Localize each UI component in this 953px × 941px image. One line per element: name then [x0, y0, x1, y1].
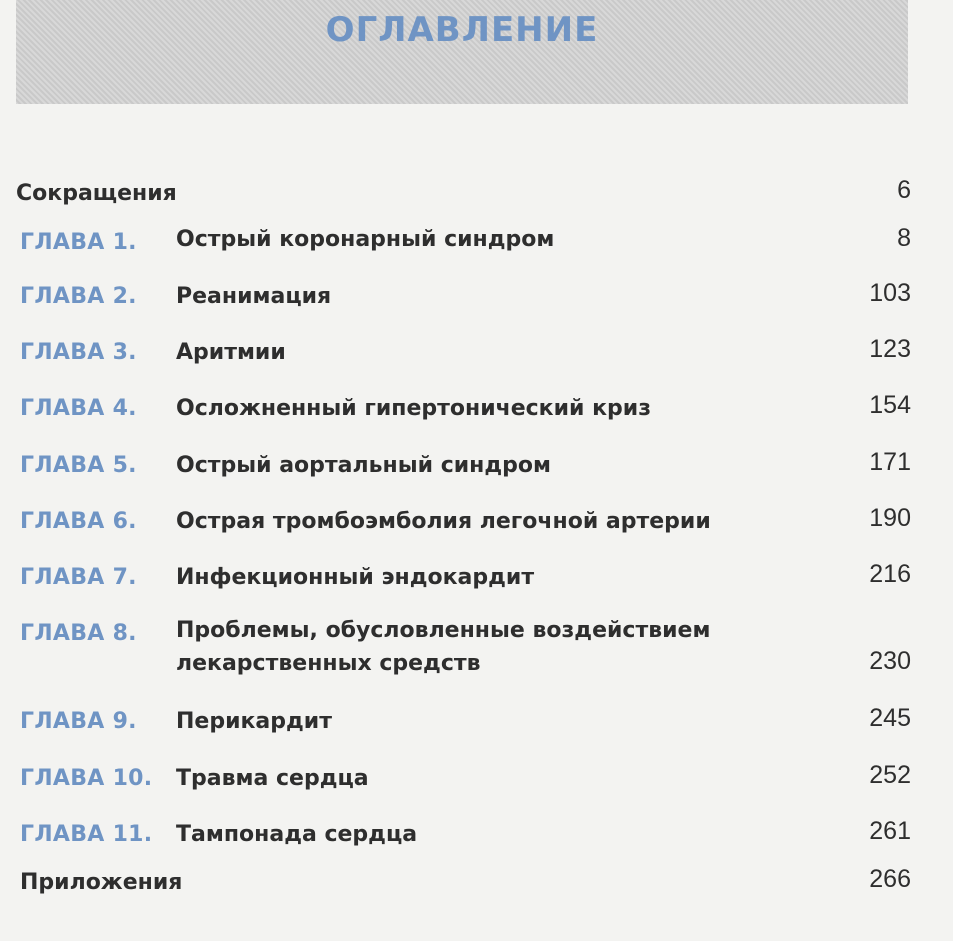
- toc-entry-title: Реанимация: [176, 284, 332, 309]
- toc-entry-page: 8: [897, 224, 911, 252]
- toc-entry-title: Аритмии: [176, 340, 286, 365]
- toc-entry-page: 6: [897, 176, 911, 204]
- chapter-label: ГЛАВА 4.: [20, 396, 137, 421]
- chapter-label: ГЛАВА 8.: [20, 621, 137, 646]
- toc-entry-title: Приложения: [20, 870, 183, 895]
- toc-entry-page: 266: [869, 865, 911, 893]
- toc-entry-page: 230: [869, 647, 911, 675]
- toc-entry-title-line-2: лекарственных средств: [176, 651, 481, 676]
- toc-entry-page: 245: [869, 704, 911, 732]
- chapter-label: ГЛАВА 10.: [20, 766, 153, 791]
- toc-entry-page: 103: [869, 279, 911, 307]
- toc-entry-page: 252: [869, 761, 911, 789]
- toc-entry-title: Острый коронарный синдром: [176, 227, 555, 252]
- toc-entry-title: Тампонада сердца: [176, 822, 418, 847]
- chapter-label: ГЛАВА 3.: [20, 340, 137, 365]
- chapter-label: ГЛАВА 7.: [20, 565, 137, 590]
- toc-entry-page: 216: [869, 560, 911, 588]
- chapter-label: ГЛАВА 1.: [20, 230, 137, 255]
- chapter-label: ГЛАВА 2.: [20, 284, 137, 309]
- chapter-label: ГЛАВА 9.: [20, 709, 137, 734]
- toc-entry-title: Острая тромбоэмболия легочной артерии: [176, 509, 711, 534]
- toc-entry-title: Инфекционный эндокардит: [176, 565, 535, 590]
- toc-entry-page: 261: [869, 817, 911, 845]
- toc-entry-page: 123: [869, 335, 911, 363]
- toc-entry-page: 171: [869, 448, 911, 476]
- chapter-label: ГЛАВА 11.: [20, 822, 153, 847]
- toc-entry-title: Сокращения: [16, 181, 177, 206]
- toc-entry-title-line-1: Проблемы, обусловленные воздействием: [176, 618, 711, 643]
- toc-entry-title: Осложненный гипертонический криз: [176, 396, 651, 421]
- toc-entry-page: 190: [869, 504, 911, 532]
- toc-entry-title: Перикардит: [176, 709, 332, 734]
- toc-entry-page: 154: [869, 391, 911, 419]
- chapter-label: ГЛАВА 6.: [20, 509, 137, 534]
- toc-entry-title: Острый аортальный синдром: [176, 453, 551, 478]
- chapter-label: ГЛАВА 5.: [20, 453, 137, 478]
- page-title: ОГЛАВЛЕНИЕ: [325, 10, 599, 50]
- toc-entry-chapter-8[interactable]: [0, 618, 953, 682]
- toc-entry-title: Травма сердца: [176, 766, 369, 791]
